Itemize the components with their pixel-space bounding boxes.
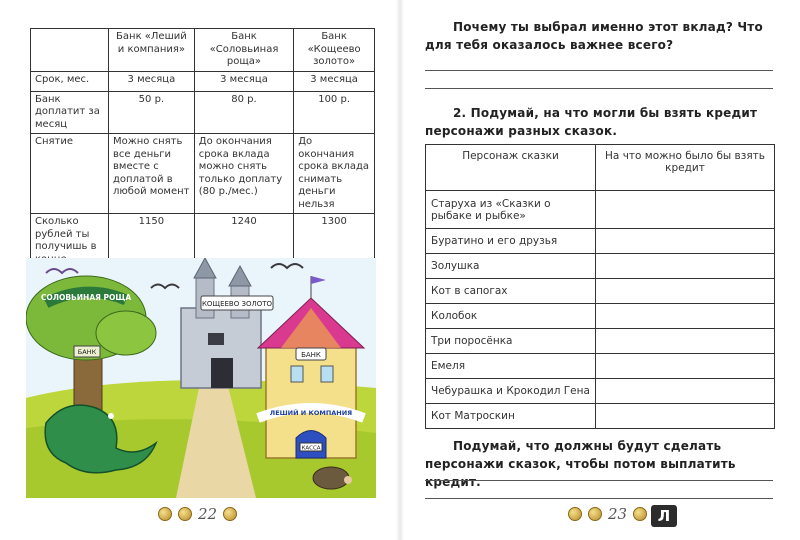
tower-bank-label: БАНК bbox=[301, 351, 321, 359]
credit-column-header: На что можно было бы взять кредит bbox=[596, 145, 775, 191]
table-cell: 1300 bbox=[294, 214, 375, 282]
answer-line bbox=[425, 498, 773, 499]
coin-icon bbox=[633, 507, 647, 521]
row-label: Срок, мес. bbox=[31, 71, 109, 91]
coin-icon bbox=[223, 507, 237, 521]
table-cell: До окончания срока вклада можно снять только доплату (80 р./мес.) bbox=[194, 134, 293, 214]
bank-koshcheevo-header: Банк «Кощеево золото» bbox=[294, 29, 375, 72]
character-cell: Три поросёнка bbox=[426, 329, 596, 354]
page-footer-left bbox=[158, 505, 237, 523]
coin-icon bbox=[588, 507, 602, 521]
table-cell: 3 месяца bbox=[294, 71, 375, 91]
table-cell: 1240 bbox=[194, 214, 293, 282]
table-row bbox=[426, 254, 775, 279]
table-cell: 50 р. bbox=[109, 91, 195, 134]
row-label: Банк доплатит за месяц bbox=[31, 91, 109, 134]
row-label: Сколько рублей ты получишь в bbox=[31, 214, 109, 282]
table-cell: Можно снять все деньги вместе с доплатой в любой момент bbox=[109, 134, 195, 214]
character-cell: Емеля bbox=[426, 354, 596, 379]
row-label: Снятие bbox=[31, 134, 109, 214]
character-cell: Кот в сапогах bbox=[426, 279, 596, 304]
fairy-tale-banks-illustration bbox=[26, 258, 376, 498]
table-row bbox=[426, 404, 775, 429]
bank-leshiy-header: Банк «Леший и компания» bbox=[109, 29, 195, 72]
coin-icon bbox=[178, 507, 192, 521]
character-column-header: Персонаж сказки bbox=[426, 145, 596, 191]
page-number: 22 bbox=[198, 505, 218, 523]
answer-cell[interactable] bbox=[596, 229, 775, 254]
answer-cell[interactable] bbox=[596, 304, 775, 329]
coin-icon bbox=[568, 507, 582, 521]
character-cell: Золушка bbox=[426, 254, 596, 279]
table-row bbox=[31, 134, 375, 214]
question-3: Подумай, что должны будут сделать персонажи сказок, чтобы потом выплатить кредит. bbox=[425, 439, 736, 489]
table-row bbox=[31, 91, 375, 134]
answer-cell[interactable] bbox=[596, 329, 775, 354]
answer-cell[interactable] bbox=[596, 254, 775, 279]
character-cell: Старуха из «Сказки о рыбаке и рыбке» bbox=[426, 191, 596, 229]
table-cell: 100 р. bbox=[294, 91, 375, 134]
answer-cell[interactable] bbox=[596, 191, 775, 229]
koshcheevo-sign-label: КОЩЕЕВО ЗОЛОТО bbox=[201, 300, 273, 308]
answer-line bbox=[425, 70, 773, 71]
bank-solovinaya-header: Банк «Соловьиная роща» bbox=[194, 29, 293, 72]
table-row bbox=[426, 304, 775, 329]
character-cell: Чебурашка и Крокодил Гена bbox=[426, 379, 596, 404]
table-cell: До окончания срока вклада снимать деньги нельзя bbox=[294, 134, 375, 214]
character-cell: Колобок bbox=[426, 304, 596, 329]
page-footer-right bbox=[568, 505, 647, 523]
book-gutter bbox=[396, 0, 404, 540]
leshiy-sign-label: ЛЕШИЙ И КОМПАНИЯ bbox=[269, 409, 353, 417]
publisher-badge: Л bbox=[651, 505, 677, 527]
door-sign-label: КАССА bbox=[301, 445, 321, 452]
table-cell bbox=[31, 29, 109, 72]
answer-cell[interactable] bbox=[596, 379, 775, 404]
table-row bbox=[426, 279, 775, 304]
table-row bbox=[426, 379, 775, 404]
question-1: Почему ты выбрал именно этот вклад? Что для тебя оказалось важнее всего? bbox=[425, 20, 763, 52]
page-number: 23 bbox=[608, 505, 628, 523]
character-cell: Кот Матроскин bbox=[426, 404, 596, 429]
table-cell: 1150 bbox=[109, 214, 195, 282]
table-cell: 3 месяца bbox=[194, 71, 293, 91]
table-row bbox=[31, 71, 375, 91]
table-row bbox=[426, 191, 775, 229]
answer-line bbox=[425, 480, 773, 481]
table-cell: 3 месяца bbox=[109, 71, 195, 91]
table-row bbox=[426, 329, 775, 354]
table-header-row bbox=[31, 29, 375, 72]
answer-line bbox=[425, 88, 773, 89]
table-row bbox=[426, 229, 775, 254]
solovinaya-sign-label: СОЛОВЬИНАЯ РОЩА bbox=[40, 293, 132, 302]
tree-bank-label: БАНК bbox=[77, 348, 97, 356]
character-cell: Буратино и его друзья bbox=[426, 229, 596, 254]
table-header-row bbox=[426, 145, 775, 191]
table-row bbox=[426, 354, 775, 379]
characters-credit-table bbox=[425, 144, 775, 429]
question-2: 2. Подумай, на что могли бы взять кредит персонажи разных сказок. bbox=[425, 106, 758, 138]
answer-cell[interactable] bbox=[596, 354, 775, 379]
table-cell: 80 р. bbox=[194, 91, 293, 134]
coin-icon bbox=[158, 507, 172, 521]
answer-cell[interactable] bbox=[596, 279, 775, 304]
bank-comparison-table bbox=[30, 28, 375, 282]
answer-cell[interactable] bbox=[596, 404, 775, 429]
